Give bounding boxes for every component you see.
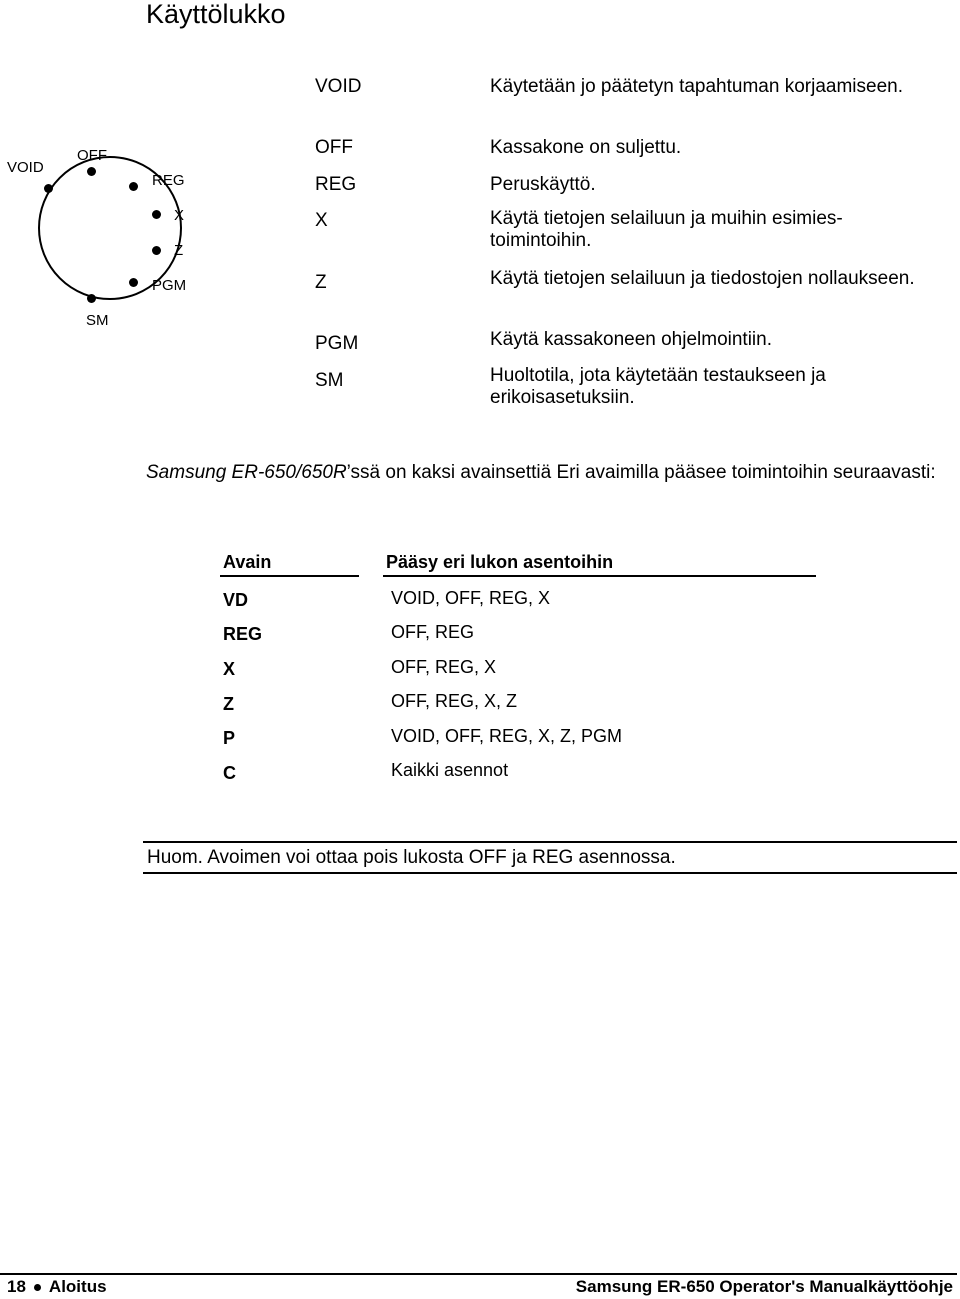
dial-dot-x <box>152 210 161 219</box>
table-header-rule <box>383 575 816 577</box>
dial-label-off: OFF <box>77 147 107 164</box>
note-rule-top <box>143 841 957 843</box>
table-access: VOID, OFF, REG, X <box>391 588 551 608</box>
intro-text: ’ssä on kaksi avainsettiä Eri avaimilla pääsee toimintoihin seuraavasti: <box>346 462 936 483</box>
position-name: PGM <box>315 333 359 354</box>
position-description: Käytä tietojen selailuun ja muihin esimies- toimintoihin. <box>490 208 843 251</box>
table-key: C <box>223 763 236 783</box>
dial-dot-off <box>87 167 96 176</box>
dial-dot-void <box>44 184 53 193</box>
dial-label-reg: REG <box>152 172 185 189</box>
footer-left <box>7 1276 107 1298</box>
table-access: OFF, REG, X <box>391 657 497 677</box>
position-description: Peruskäyttö. <box>490 174 596 195</box>
intro-paragraph <box>146 462 946 484</box>
footer-rule <box>0 1273 957 1275</box>
position-name: Z <box>315 272 327 293</box>
position-description: Kassakone on suljettu. <box>490 137 682 158</box>
table-access: VOID, OFF, REG, X, Z, PGM <box>391 726 623 746</box>
table-header-rule <box>220 575 359 577</box>
position-description: Käytä tietojen selailuun ja tiedostojen nollaukseen. <box>490 268 915 289</box>
dial-label-x: X <box>174 207 185 224</box>
note-text: Huom. Avoimen voi ottaa pois lukosta OFF ja REG asennossa. <box>147 847 676 868</box>
table-key: X <box>223 659 236 679</box>
dial-label-z: Z <box>174 242 184 259</box>
position-name: VOID <box>315 76 362 97</box>
table-header-key: Avain <box>223 552 272 572</box>
page-title: Käyttölukko <box>146 0 286 29</box>
dial-label-sm: SM <box>86 312 109 329</box>
table-access: Kaikki asennot <box>391 760 509 780</box>
position-name: SM <box>315 370 344 391</box>
page-number: 18 <box>7 1277 26 1296</box>
position-description: Käytä kassakoneen ohjelmointiin. <box>490 329 773 350</box>
dial-dot-pgm <box>129 278 138 287</box>
position-description: Huoltotila, jota käytetään testaukseen ja erikoisasetuksiin. <box>490 365 826 408</box>
table-access: OFF, REG, X, Z <box>391 691 518 711</box>
note-rule-bottom <box>143 872 957 874</box>
footer-section: Aloitus <box>48 1277 107 1296</box>
bullet-icon <box>34 1284 41 1291</box>
table-key: Z <box>223 694 234 714</box>
table-key: P <box>223 728 236 748</box>
dial-dot-reg <box>129 182 138 191</box>
table-access: OFF, REG <box>391 622 475 642</box>
position-name: X <box>315 210 328 231</box>
dial-label-void: VOID <box>7 159 44 176</box>
position-name: REG <box>315 174 357 195</box>
table-key: REG <box>223 624 263 644</box>
dial-label-pgm: PGM <box>152 277 187 294</box>
table-header-access: Pääsy eri lukon asentoihin <box>386 552 614 572</box>
footer-manual-title: Samsung ER-650 Operator's Manualkäyttöohje <box>575 1277 953 1296</box>
table-key: VD <box>223 590 249 610</box>
key-switch-diagram <box>0 70 300 329</box>
model-name: Samsung ER-650/650R <box>146 462 347 483</box>
dial-dot-sm <box>87 294 96 303</box>
dial-dot-z <box>152 246 161 255</box>
position-name: OFF <box>315 137 353 158</box>
position-description: Käytetään jo päätetyn tapahtuman korjaamiseen. <box>490 76 903 97</box>
